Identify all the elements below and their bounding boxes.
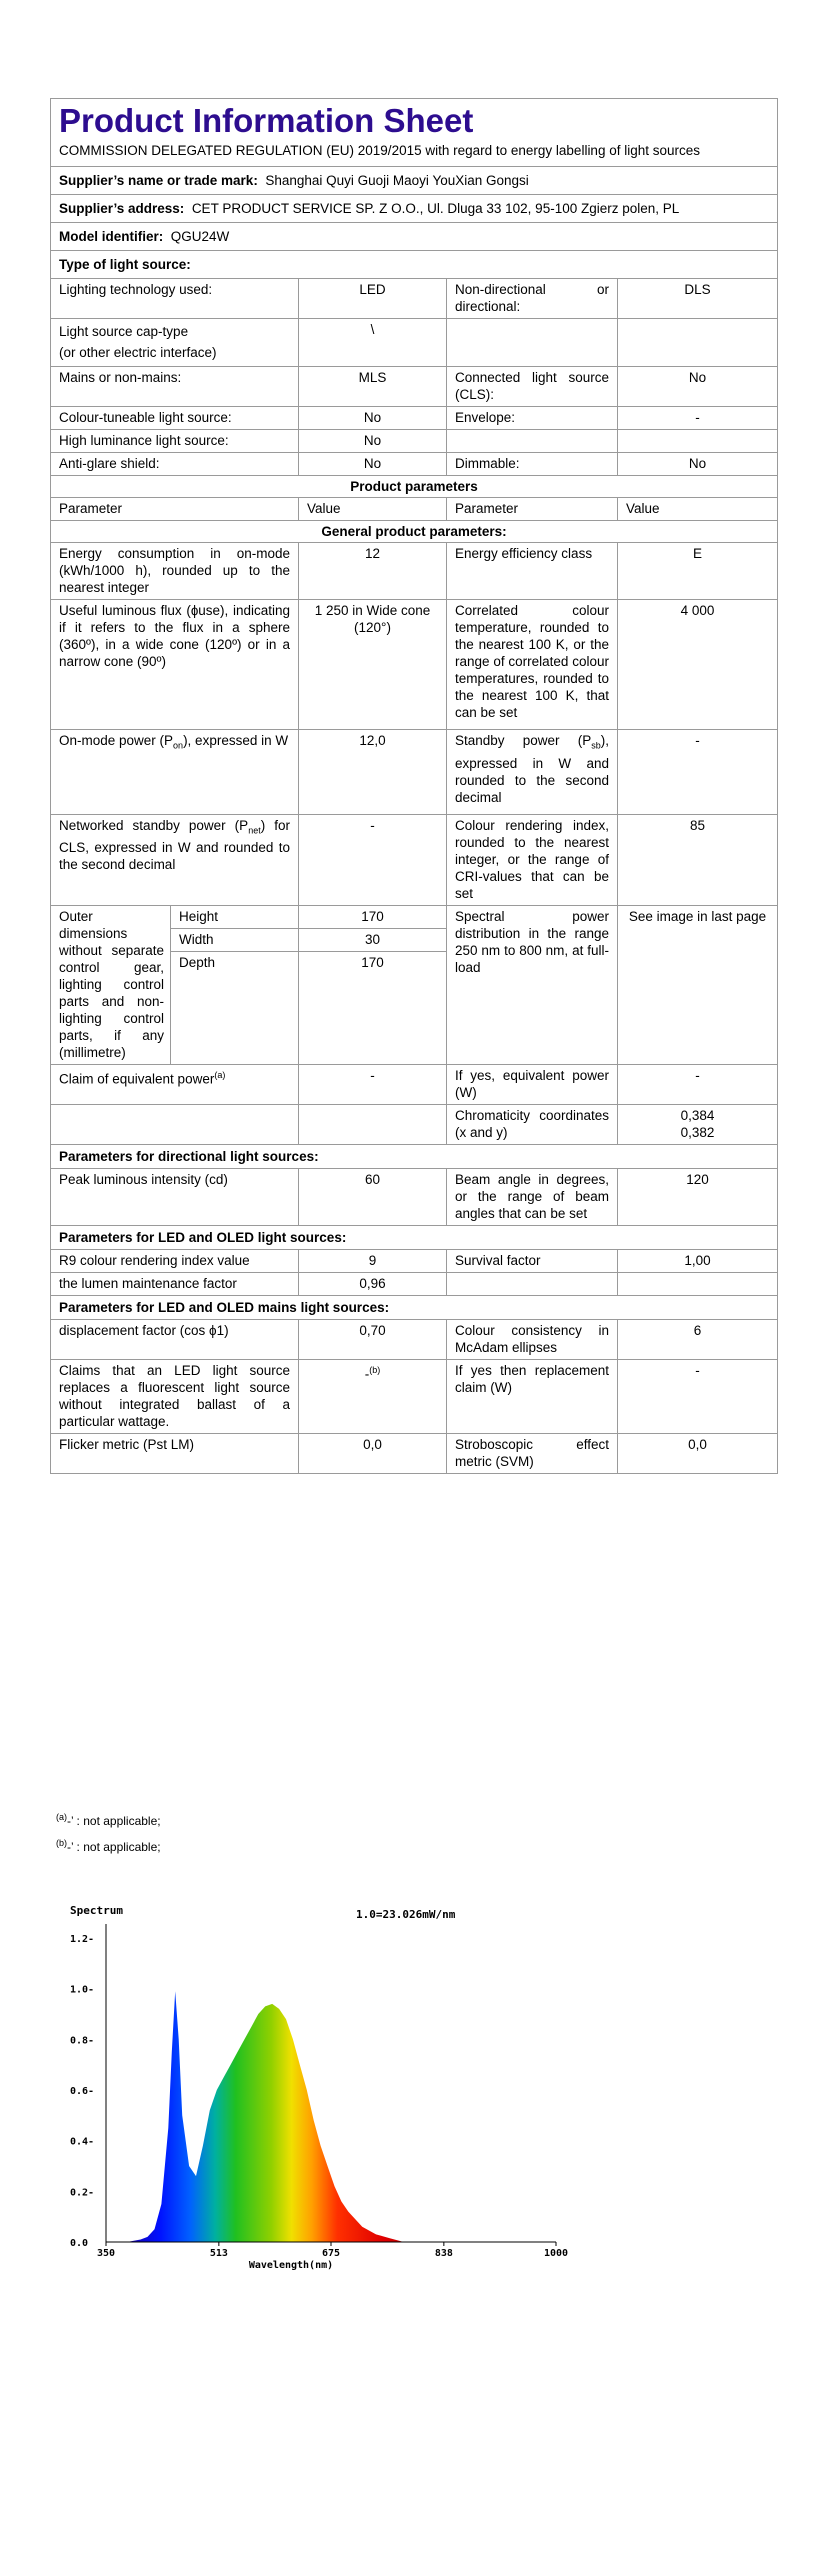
footnote-marker: (a) (56, 1812, 67, 1822)
lumen-maintenance-row (51, 1273, 777, 1296)
r9-row (51, 1250, 777, 1273)
param-cell: Light source cap-type (or other electric interface) (51, 319, 299, 366)
value-cell: 0,70 (299, 1320, 447, 1359)
y-tick-label: 0.0 (70, 2238, 89, 2249)
spectrum-svg (68, 1900, 576, 2274)
value-cell (618, 430, 777, 452)
x-tick-label: 350 (96, 2248, 116, 2259)
value-cell: \ (299, 319, 447, 366)
param-cell: Chromaticity coordinates (x and y) (447, 1105, 618, 1144)
page-title: Product Information Sheet (59, 102, 474, 139)
type-row (51, 251, 777, 279)
value-cell: 12 (299, 543, 447, 599)
param-cell: Energy efficiency class (447, 543, 618, 599)
footnote-text: -’ : not applicable; (67, 1840, 161, 1854)
x-tick-label: 838 (434, 2248, 453, 2259)
value-cell: See image in last page (628, 908, 767, 924)
param-cell (447, 730, 618, 814)
chromaticity-row (51, 1105, 777, 1145)
height-value: 170 (299, 906, 446, 929)
param-cell: Peak luminous intensity (cd) (51, 1169, 299, 1225)
spectrum-area (127, 1991, 404, 2242)
product-parameters-header: Product parameters (51, 476, 777, 498)
y-tick-label: 0.4- (70, 2136, 95, 2148)
label-part: ), expressed in W (183, 733, 289, 748)
param-cell (447, 430, 618, 452)
value-cell: No (299, 407, 447, 429)
footnote-b (56, 1832, 161, 1858)
label-subscript: net (248, 825, 261, 836)
energy-consumption-row (51, 543, 777, 600)
model-identifier: QGU24W (170, 229, 230, 244)
luminous-flux-row (51, 600, 777, 730)
y-tick-label: 0.8- (70, 2035, 95, 2047)
value-cell: - (299, 815, 447, 905)
width-label: Width (171, 929, 298, 952)
value-cell: 6 (693, 1322, 702, 1338)
param-cell (51, 815, 299, 905)
dimension-values (299, 906, 447, 1064)
dimension-labels (171, 906, 299, 1064)
footnote-marker: (b) (56, 1838, 67, 1848)
label-part: Networked standby power (P (59, 817, 249, 833)
value-cell: 0,96 (299, 1273, 447, 1295)
param-cell: Colour-tuneable light source: (51, 407, 299, 429)
footnote-text: -’ : not applicable; (67, 1814, 161, 1828)
param-cell: R9 colour rendering index value (51, 1250, 299, 1272)
value-part: - (364, 1366, 370, 1382)
value-cell: No (688, 370, 707, 385)
param-cell: Anti-glare shield: (51, 453, 299, 475)
column-header-value: Value (626, 501, 660, 516)
y-tick-label: 0.2- (70, 2187, 95, 2199)
value-cell: 12,0 (299, 730, 447, 814)
label-part: Standby power (P (455, 733, 592, 748)
depth-value: 170 (361, 954, 384, 970)
param-cell: Survival factor (447, 1250, 618, 1272)
value-cell: - (695, 733, 700, 748)
type-row-cap (51, 319, 777, 367)
param-cell: Lighting technology used: (51, 279, 299, 318)
value-cell: - (299, 1065, 447, 1104)
product-information-sheet (50, 98, 778, 1474)
equivalent-power-row (51, 1065, 777, 1105)
param-cell: If yes then replacement claim (W) (447, 1360, 618, 1433)
value-cell: 1,00 (684, 1252, 711, 1268)
param-cell: Flicker metric (Pst LM) (51, 1434, 299, 1473)
value-cell: 120 (686, 1171, 709, 1187)
footnote-ref: (b) (369, 1364, 381, 1375)
value-cell: 85 (689, 817, 706, 833)
column-header-parameter: Parameter (51, 498, 299, 520)
value-cell (299, 1360, 447, 1433)
param-cell: the lumen maintenance factor (51, 1273, 299, 1295)
y-tick-label: 1.0- (70, 1984, 95, 1996)
param-cell (51, 730, 299, 814)
param-cell: Non-directional or directional: (447, 279, 618, 318)
value-cell: No (299, 453, 447, 475)
empty-cell (299, 1105, 447, 1144)
value-cell: 4 000 (680, 603, 715, 618)
label-subscript: on (173, 740, 184, 751)
empty-cell (618, 1273, 777, 1295)
param-cell (51, 1065, 299, 1104)
param-cell: Dimmable: (447, 453, 618, 475)
led-header: Parameters for LED and OLED light sources: (51, 1226, 777, 1250)
param-cell: Beam angle in degrees, or the range of beam angles that can be set (447, 1169, 618, 1225)
chromaticity-x: 0,384 (680, 1107, 715, 1123)
label-part: Claim of equivalent power (59, 1071, 215, 1087)
value-cell: No (299, 430, 447, 452)
param-cell: High luminance light source: (51, 430, 299, 452)
param-cell: Outer dimensions without separate control gear, lighting control parts and non-lighting control parts, if any (millimetre) (51, 906, 171, 1064)
x-tick-label: 675 (321, 2248, 341, 2259)
dimensions-row (51, 906, 777, 1065)
value-cell: MLS (299, 367, 447, 406)
supplier-name: Shanghai Quyi Guoji Maoyi YouXian Gongsi (265, 173, 529, 188)
param-cell: displacement factor (cos ϕ1) (51, 1320, 299, 1359)
param-cell: Colour rendering index, rounded to the nearest integer, or the range of CRI-values that can be set (447, 815, 618, 905)
supplier-address: CET PRODUCT SERVICE SP. Z O.O., Ul. Dluga 33 102, 95-100 Zgierz polen, PL (191, 201, 680, 216)
param-cell: Correlated colour temperature, rounded to the nearest 100 K, or the range of correlated colour temperatures, rounded to the nearest 100 K, that can be set (447, 600, 618, 729)
directional-row (51, 1169, 777, 1226)
param-cell: Stroboscopic effect metric (SVM) (447, 1434, 618, 1473)
label-part: ) for CLS, expressed in W and rounded to the second decimal (59, 817, 290, 873)
value-cell (618, 319, 777, 366)
value-cell: - (695, 1067, 700, 1083)
value-cell: - (695, 1362, 700, 1378)
x-tick-label: 513 (209, 2248, 228, 2259)
claims-row (51, 1360, 777, 1434)
value-cell: DLS (684, 282, 711, 297)
general-parameters-header: General product parameters: (51, 521, 777, 543)
value-cell: - (695, 410, 700, 425)
x-axis-label: Wavelength(nm) (248, 2260, 334, 2271)
value-cell: 9 (299, 1250, 447, 1272)
column-headers (51, 498, 777, 521)
displacement-row (51, 1320, 777, 1360)
supplier-name-label: Supplier’s name or trade mark: (59, 173, 258, 188)
label-subscript: sb (591, 740, 601, 751)
regulation-subtitle: COMMISSION DELEGATED REGULATION (EU) 2019/2015 with regard to energy labelling of light sources (51, 141, 777, 167)
column-header-value: Value (299, 498, 447, 520)
param-cell: Connected light source (CLS): (447, 367, 618, 406)
mains-header: Parameters for LED and OLED mains light sources: (51, 1296, 777, 1320)
param-cell: Envelope: (447, 407, 618, 429)
param-cell: Mains or non-mains: (51, 367, 299, 406)
y-tick-label: 1.2- (70, 1934, 95, 1945)
param-cell: Colour consistency in McAdam ellipses (447, 1320, 618, 1359)
flicker-row (51, 1434, 777, 1473)
model-row (51, 223, 777, 251)
param-cell: Spectral power distribution in the range 250 nm to 800 nm, at full-load (447, 906, 618, 1064)
param-cell: If yes, equivalent power (W) (447, 1065, 618, 1104)
footnotes (56, 1806, 161, 1858)
value-cell: 0,0 (299, 1434, 447, 1473)
spectrum-chart (68, 1900, 576, 2274)
depth-label: Depth (179, 954, 216, 970)
plot-area (70, 1904, 568, 2271)
param-cell: Energy consumption in on-mode (kWh/1000 h), rounded up to the nearest integer (51, 543, 299, 599)
type-row-tuneable (51, 407, 777, 430)
label-part: ), expressed in W and rounded to the second decimal (455, 733, 609, 805)
value-cell: 1 250 in Wide cone (120°) (299, 600, 447, 729)
param-cell (447, 319, 618, 366)
chart-title: Spectrum (70, 1904, 123, 1917)
footnote-a (56, 1806, 161, 1832)
value-cell: E (692, 546, 702, 561)
value-cell (618, 1105, 777, 1144)
param-cell: Useful luminous flux (ɸuse), indicating if it refers to the flux in a sphere (360º), in a wide cone (120º) or in a narrow cone (90º) (51, 600, 299, 729)
height-label: Height (171, 906, 298, 929)
on-mode-power-row (51, 730, 777, 815)
supplier-address-row (51, 195, 777, 223)
label-part: On-mode power (P (59, 733, 174, 748)
width-value: 30 (299, 929, 446, 952)
empty-cell (51, 1105, 299, 1144)
value-cell: LED (299, 279, 447, 318)
supplier-address-label: Supplier’s address: (59, 201, 185, 216)
param-cell: Claims that an LED light source replaces a fluorescent light source without integrated ballast of a particular wattage. (51, 1360, 299, 1433)
type-row-anti-glare (51, 453, 777, 476)
x-tick-label: 1000 (543, 2248, 569, 2259)
column-header-parameter: Parameter (447, 498, 618, 520)
chart-annotation: 1.0=23.026mW/nm (356, 1908, 456, 1921)
value-cell: No (688, 456, 707, 471)
value-cell: 60 (299, 1169, 447, 1225)
type-row-mains (51, 367, 777, 407)
type-row-high-luminance (51, 430, 777, 453)
networked-standby-row (51, 815, 777, 906)
type-row-technology (51, 279, 777, 319)
footnote-ref: (a) (214, 1069, 226, 1080)
type-label: Type of light source: (59, 257, 191, 272)
value-cell: 0,0 (688, 1436, 707, 1452)
chromaticity-y: 0,382 (680, 1124, 715, 1140)
y-tick-label: 0.6- (70, 2086, 95, 2097)
supplier-name-row (51, 167, 777, 195)
empty-cell (447, 1273, 618, 1295)
model-label: Model identifier: (59, 229, 164, 244)
directional-header: Parameters for directional light sources: (51, 1145, 777, 1169)
